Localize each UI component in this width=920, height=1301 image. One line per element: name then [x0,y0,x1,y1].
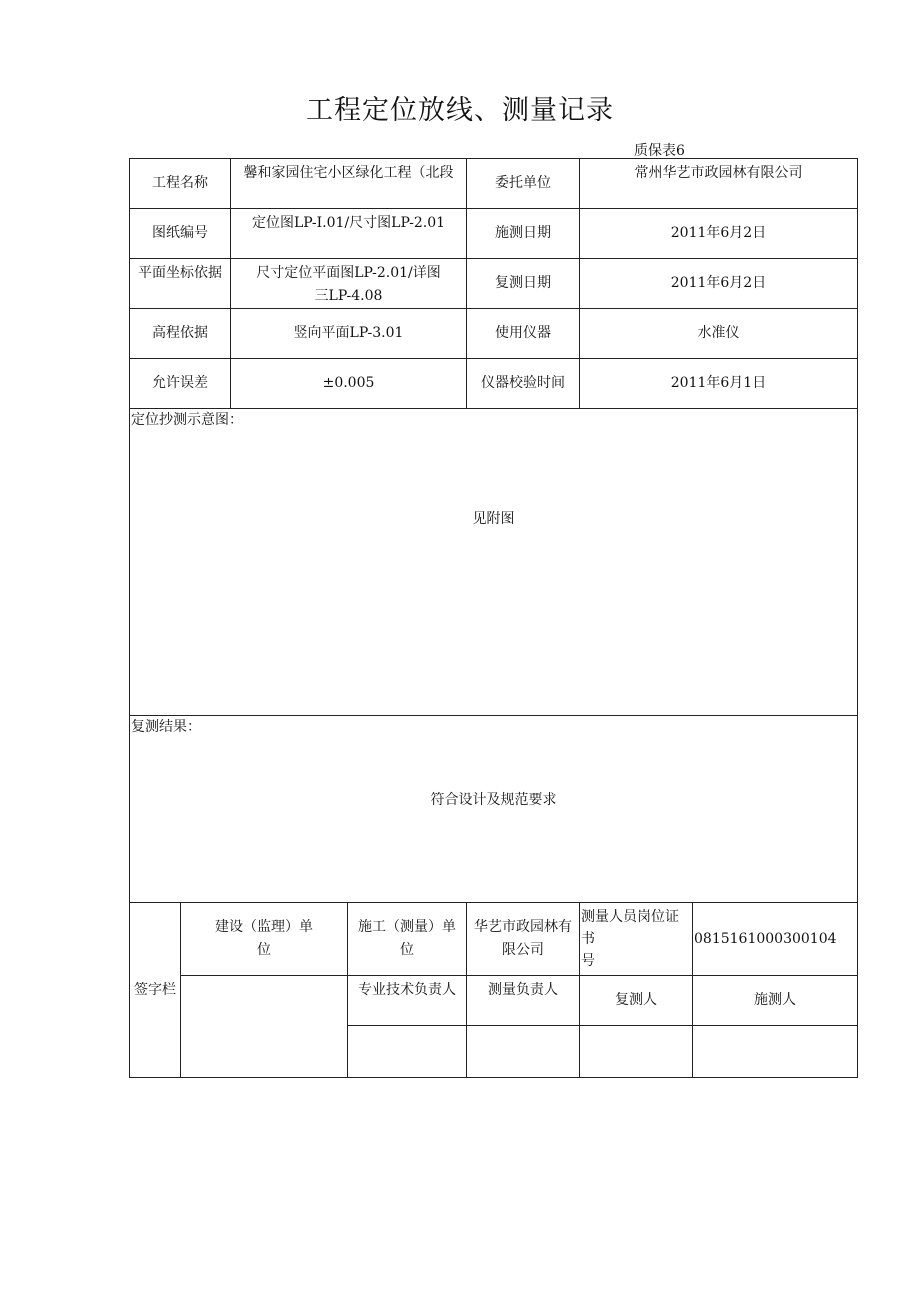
tech-lead-label: 专业技术负责人 [348,976,467,1026]
instrument-value: 水准仪 [580,309,858,359]
survey-lead-sign-area[interactable] [467,1026,580,1078]
form-number: 质保表6 [634,143,685,159]
recheck-date-value: 2011年6月2日 [580,259,858,309]
contractor-unit-line-2: 位 [400,942,414,958]
rechecker-label: 复测人 [580,976,693,1026]
cert-label-line-3: 号 [581,953,595,969]
contractor-unit-cell [348,903,467,976]
project-name-label: 工程名称 [130,159,231,209]
plane-basis-line-2: 三LP-4.08 [314,288,383,304]
survey-record-table [129,158,858,1078]
client-value: 常州华艺市政园林有限公司 [580,159,858,209]
surveyor-label: 施测人 [693,976,858,1026]
row-signature-roles [130,976,858,1026]
cert-label-cell [580,903,693,976]
elevation-basis-label: 高程依据 [130,309,231,359]
row-project-name [130,159,858,209]
company-cell [467,903,580,976]
elevation-basis-value: 竖向平面LP-3.01 [231,309,467,359]
calibration-label: 仪器校验时间 [467,359,580,409]
company-line-1: 华艺市政园林有 [474,919,572,935]
instrument-label: 使用仪器 [467,309,580,359]
plane-basis-label: 平面坐标依据 [130,259,231,309]
result-section [130,716,858,903]
row-elevation-basis [130,309,858,359]
plane-basis-line-1: 尺寸定位平面图LP-2.01/详图 [256,265,441,281]
plane-basis-value [231,259,467,309]
contractor-unit-line-1: 施工（测量）单 [358,919,456,935]
row-sketch [130,409,858,716]
survey-date-label: 施测日期 [467,209,580,259]
calibration-value: 2011年6月1日 [580,359,858,409]
owner-unit-line-2: 位 [257,942,271,958]
company-line-2: 限公司 [502,942,544,958]
recheck-date-label: 复测日期 [467,259,580,309]
cert-label-line-1: 测量人员岗位证 [581,909,679,925]
document-title: 工程定位放线、测量记录 [306,95,614,126]
tolerance-label: 允许误差 [130,359,231,409]
surveyor-sign-area[interactable] [693,1026,858,1078]
cert-label-line-2: 书 [581,931,595,947]
owner-sign-area[interactable] [181,976,348,1078]
row-result [130,716,858,903]
tolerance-value: ±0.005 [231,359,467,409]
cert-number: 0815161000300104 [693,903,858,976]
sketch-section [130,409,858,716]
row-signature-units [130,903,858,976]
row-tolerance [130,359,858,409]
project-name-value: 馨和家园住宅小区绿化工程（北段 [231,159,467,209]
sketch-label: 定位抄测示意图： [131,412,243,428]
survey-date-value: 2011年6月2日 [580,209,858,259]
drawing-no-value: 定位图LP-I.01/尺寸图LP-2.01 [231,209,467,259]
drawing-no-label: 图纸编号 [130,209,231,259]
result-label: 复测结果： [131,719,201,735]
tech-lead-sign-area[interactable] [348,1026,467,1078]
row-drawing-no [130,209,858,259]
signature-label: 签字栏 [130,903,181,1078]
result-content: 符合设计及规范要求 [430,792,557,808]
sketch-content: 见附图 [472,511,515,527]
client-label: 委托单位 [467,159,580,209]
owner-unit-cell [181,903,348,976]
owner-unit-line-1: 建设（监理）单 [215,919,313,935]
survey-lead-label: 测量负责人 [467,976,580,1026]
rechecker-sign-area[interactable] [580,1026,693,1078]
row-plane-basis [130,259,858,309]
